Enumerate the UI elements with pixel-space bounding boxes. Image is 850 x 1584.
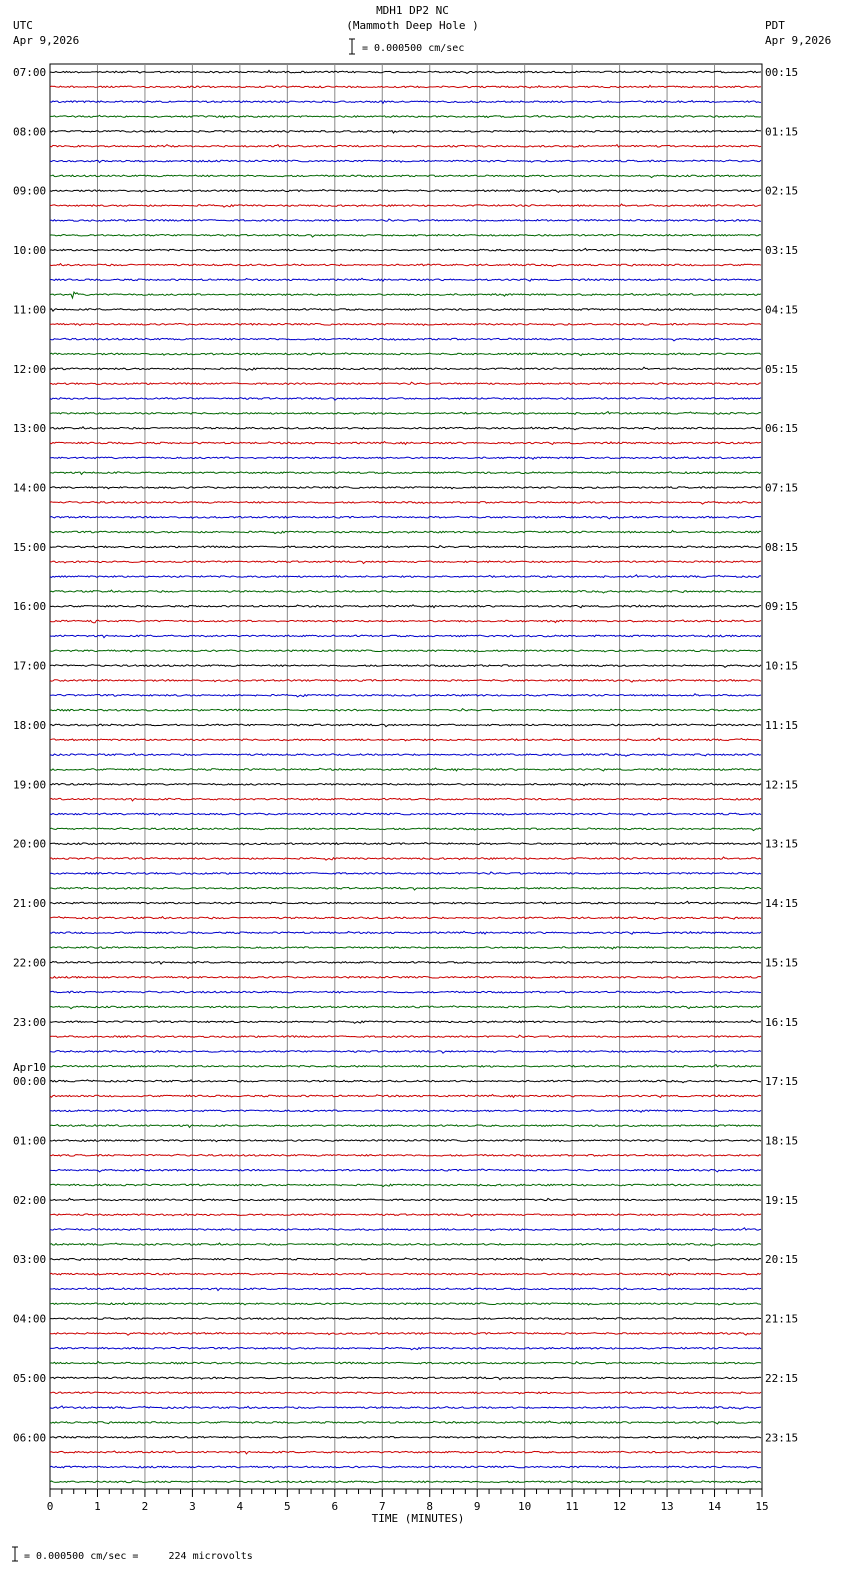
seismic-trace (50, 1154, 761, 1156)
right-hour-label: 22:15 (765, 1371, 799, 1385)
seismic-trace (50, 561, 761, 564)
right-hour-label: 17:15 (765, 1075, 799, 1089)
plot-frame (50, 64, 762, 1489)
seismic-trace (50, 412, 761, 415)
seismic-trace (50, 590, 761, 593)
seismic-trace (50, 1214, 761, 1217)
seismic-trace (50, 753, 761, 756)
x-tick-label: 1 (94, 1500, 101, 1513)
left-hour-label: 20:00 (13, 837, 47, 851)
right-hour-label: 18:15 (765, 1134, 799, 1148)
left-hour-label: 09:00 (13, 184, 47, 198)
seismic-trace (50, 1406, 761, 1409)
seismic-trace (50, 887, 761, 890)
seismic-trace (50, 991, 761, 993)
x-tick-label: 5 (284, 1500, 291, 1513)
seismic-trace (50, 248, 761, 251)
seismic-trace (50, 546, 761, 548)
seismic-trace (50, 501, 761, 504)
left-hour-label: 00:00 (13, 1075, 47, 1089)
seismic-trace (50, 487, 761, 489)
station-location: (Mammoth Deep Hole ) (346, 19, 479, 32)
seismic-trace (50, 1020, 761, 1023)
right-hour-label: 09:15 (765, 600, 799, 614)
left-hour-label: 07:00 (13, 66, 47, 79)
seismic-trace (50, 901, 761, 904)
seismic-trace (50, 650, 761, 652)
x-tick-label: 9 (473, 1500, 481, 1513)
seismic-trace (50, 1006, 761, 1009)
left-hour-label: 18:00 (13, 718, 47, 732)
seismic-trace (50, 175, 761, 178)
seismic-trace (50, 694, 761, 697)
right-hour-label: 12:15 (765, 778, 799, 792)
seismic-trace (50, 635, 761, 638)
seismic-trace (50, 338, 761, 341)
seismic-trace (50, 872, 761, 874)
right-hour-label: 06:15 (765, 422, 799, 436)
seismic-trace (50, 70, 761, 73)
seismic-trace (50, 917, 761, 920)
seismic-trace (50, 798, 761, 801)
right-hour-label: 15:15 (765, 956, 799, 970)
left-hour-label: 19:00 (13, 778, 47, 792)
seismic-trace (50, 724, 761, 727)
right-hour-label: 11:15 (765, 718, 799, 732)
right-hour-label: 01:15 (765, 125, 799, 139)
left-hour-label: 02:00 (13, 1193, 47, 1207)
seismic-trace (50, 292, 761, 298)
seismic-trace (50, 264, 761, 267)
seismic-trace (50, 1065, 761, 1068)
seismic-trace (50, 857, 761, 860)
right-hour-label: 14:15 (765, 897, 799, 911)
x-tick-label: 3 (189, 1500, 196, 1513)
seismic-trace (50, 219, 761, 222)
left-hour-label: 10:00 (13, 244, 47, 258)
seismic-trace (50, 1436, 761, 1439)
left-hour-label: 17:00 (13, 659, 47, 673)
seismic-trace (50, 813, 761, 815)
x-axis-label: TIME (MINUTES) (371, 1512, 465, 1525)
right-hour-label: 02:15 (765, 184, 799, 198)
seismic-trace (50, 709, 761, 711)
seismic-trace (50, 931, 761, 934)
left-hour-label: 05:00 (13, 1371, 47, 1385)
seismic-trace (50, 442, 761, 445)
seismic-trace (50, 1169, 761, 1172)
seismic-trace (50, 1481, 761, 1483)
right-date: Apr 9,2026 (765, 34, 832, 47)
date-change-label: Apr10 (13, 1061, 47, 1075)
seismic-trace (50, 976, 761, 978)
right-timezone: PDT (765, 19, 785, 32)
seismic-trace (50, 679, 761, 682)
right-hour-label: 16:15 (765, 1015, 799, 1029)
seismic-trace (50, 278, 761, 281)
x-tick-label: 13 (660, 1500, 674, 1513)
left-hour-label: 15:00 (13, 540, 47, 554)
seismic-trace (50, 1110, 761, 1112)
seismic-trace (50, 190, 761, 193)
seismic-trace (50, 768, 761, 771)
left-hour-label: 13:00 (13, 422, 47, 436)
seismic-trace (50, 1258, 761, 1261)
right-hour-label: 03:15 (765, 244, 799, 258)
x-tick-label: 12 (612, 1500, 627, 1513)
right-hour-label: 00:15 (765, 66, 799, 79)
x-tick-label: 2 (141, 1500, 149, 1513)
seismic-trace (50, 665, 761, 668)
seismic-trace (50, 605, 761, 608)
seismic-trace (50, 1362, 761, 1364)
seismic-trace (50, 1243, 761, 1246)
seismic-trace (50, 946, 761, 949)
seismic-trace (50, 1184, 761, 1187)
right-hour-label: 13:15 (765, 837, 799, 851)
seismic-trace (50, 1332, 761, 1335)
right-hour-label: 23:15 (765, 1431, 799, 1445)
seismic-trace (50, 323, 761, 325)
x-tick-label: 6 (331, 1500, 339, 1513)
left-hour-label: 08:00 (13, 125, 47, 139)
seismic-trace (50, 1273, 761, 1275)
right-hour-label: 20:15 (765, 1253, 799, 1267)
seismic-trace (50, 367, 761, 370)
x-tick-label: 8 (426, 1500, 434, 1513)
seismic-trace (50, 828, 761, 831)
seismic-trace (50, 1318, 761, 1320)
seismic-trace (50, 1125, 761, 1128)
scale-bar-icon (349, 39, 355, 54)
seismic-trace (50, 1035, 761, 1037)
seismic-trace (50, 1228, 761, 1231)
footer-scale-bar-icon (12, 1547, 18, 1561)
seismic-trace (50, 575, 761, 578)
seismic-trace (50, 531, 761, 534)
seismic-trace (50, 85, 761, 88)
left-hour-label: 14:00 (13, 481, 47, 495)
x-tick-label: 14 (707, 1500, 722, 1513)
seismic-trace (50, 1080, 761, 1083)
seismic-trace (50, 1198, 761, 1200)
right-hour-label: 10:15 (765, 659, 799, 673)
left-hour-label: 16:00 (13, 600, 47, 614)
seismic-trace (50, 472, 761, 475)
seismic-trace (50, 204, 761, 207)
left-hour-label: 01:00 (13, 1134, 47, 1148)
seismic-trace (50, 115, 761, 118)
left-hour-label: 04:00 (13, 1312, 47, 1326)
left-hour-label: 23:00 (13, 1015, 47, 1029)
right-hour-label: 04:15 (765, 303, 799, 317)
seismic-trace (50, 1392, 761, 1394)
x-tick-label: 4 (236, 1500, 244, 1513)
left-hour-label: 22:00 (13, 956, 47, 970)
left-hour-label: 06:00 (13, 1431, 47, 1445)
seismic-trace (50, 234, 761, 237)
seismic-trace (50, 843, 761, 846)
seismic-trace (50, 398, 761, 401)
x-tick-label: 10 (518, 1500, 532, 1513)
right-hour-label: 07:15 (765, 481, 799, 495)
seismic-trace (50, 620, 761, 623)
left-timezone: UTC (13, 19, 33, 32)
seismic-trace (50, 1051, 761, 1054)
x-tick-label: 11 (565, 1500, 579, 1513)
seismic-trace (50, 427, 761, 430)
seismic-trace (50, 783, 761, 786)
left-date: Apr 9,2026 (13, 34, 80, 47)
seismic-trace (50, 101, 761, 104)
scale-label: = 0.000500 cm/sec (362, 43, 465, 54)
seismic-trace (50, 1347, 761, 1349)
left-hour-label: 12:00 (13, 362, 47, 376)
seismic-trace (50, 1421, 761, 1424)
seismic-trace (50, 145, 761, 147)
footer-scale-note: = 0.000500 cm/sec = 224 microvolts (24, 1551, 253, 1562)
right-hour-label: 08:15 (765, 540, 799, 554)
seismic-trace (50, 1303, 761, 1305)
seismic-trace (50, 1451, 761, 1454)
seismic-trace (50, 1466, 761, 1468)
x-tick-label: 7 (378, 1500, 386, 1513)
seismic-trace (50, 516, 761, 519)
seismic-trace (50, 738, 761, 741)
seismic-trace (50, 353, 761, 356)
seismic-trace (50, 382, 761, 385)
seismic-trace (50, 309, 761, 312)
seismic-trace (50, 457, 761, 460)
left-hour-label: 21:00 (13, 897, 47, 911)
seismic-trace (50, 1095, 761, 1098)
seismic-trace (50, 1140, 761, 1142)
right-hour-label: 19:15 (765, 1193, 799, 1207)
seismic-trace (50, 160, 761, 163)
seismic-trace (50, 961, 761, 964)
seismic-trace (50, 130, 761, 133)
left-hour-label: 03:00 (13, 1253, 47, 1267)
seismic-trace (50, 1288, 761, 1291)
right-hour-label: 05:15 (765, 362, 799, 376)
left-hour-label: 11:00 (13, 303, 47, 317)
station-title: MDH1 DP2 NC (376, 4, 449, 17)
x-tick-label: 0 (46, 1500, 54, 1513)
seismic-trace (50, 1377, 761, 1380)
x-tick-label: 15 (755, 1500, 769, 1513)
right-hour-label: 21:15 (765, 1312, 799, 1326)
